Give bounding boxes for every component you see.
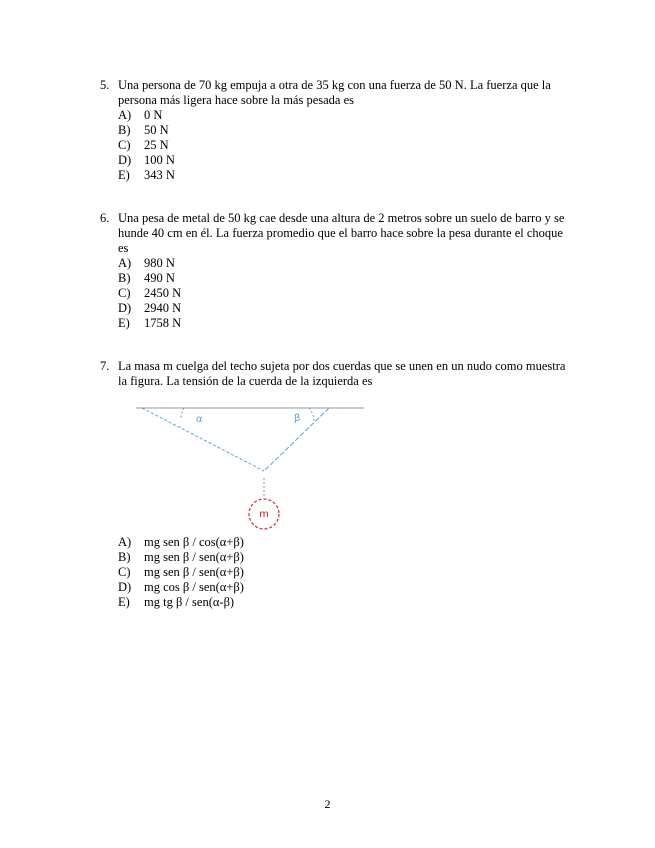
option-letter: A) — [118, 256, 132, 270]
option-d — [118, 301, 570, 316]
question-6 — [100, 211, 570, 331]
option-text: 343 N — [144, 168, 175, 182]
option-a — [118, 256, 570, 271]
option-letter: C) — [118, 565, 131, 579]
option-letter: C) — [118, 286, 131, 300]
option-text: 0 N — [144, 108, 163, 122]
option-text: mg sen β / sen(α+β) — [144, 550, 244, 564]
option-text: 2450 N — [144, 286, 182, 300]
option-text: 490 N — [144, 271, 175, 285]
option-text: 50 N — [144, 123, 169, 137]
option-text: 100 N — [144, 153, 175, 167]
option-letter: D) — [118, 301, 132, 315]
option-text: mg tg β / sen(α-β) — [144, 595, 235, 609]
option-letter: B) — [118, 123, 131, 137]
option-letter: C) — [118, 138, 131, 152]
question-number: 5. — [100, 78, 110, 92]
alpha-label: α — [196, 414, 203, 425]
option-e — [118, 168, 570, 183]
option-e — [118, 316, 570, 331]
page-number: 2 — [324, 797, 331, 811]
option-text: 980 N — [144, 256, 175, 270]
option-d — [118, 153, 570, 168]
option-b — [118, 123, 570, 138]
question-7 — [100, 359, 570, 389]
option-letter: D) — [118, 580, 132, 594]
option-d — [118, 580, 244, 595]
option-text: mg sen β / sen(α+β) — [144, 565, 244, 579]
option-b — [118, 271, 570, 286]
option-text: 25 N — [144, 138, 169, 152]
beta-label: β — [294, 413, 301, 424]
option-letter: B) — [118, 550, 131, 564]
option-a — [118, 535, 244, 550]
question-text: Una pesa de metal de 50 kg cae desde una altura de 2 metros sobre un suelo de barro y se hunde 40 cm en él. La fuerza promedio que el barro hace sobre la pesa durante el choque es — [118, 211, 565, 255]
option-letter: D) — [118, 153, 132, 167]
question-text: Una persona de 70 kg empuja a otra de 35 kg con una fuerza de 50 N. La fuerza que la persona más ligera hace sobre la más pesada es — [118, 78, 551, 107]
question-5 — [100, 78, 570, 183]
option-letter: A) — [118, 108, 132, 122]
option-text: 1758 N — [144, 316, 182, 330]
hanging-mass-figure — [136, 400, 376, 535]
option-a — [118, 108, 570, 123]
option-letter: A) — [118, 535, 132, 549]
option-c — [118, 565, 244, 580]
left-rope — [142, 408, 264, 471]
options-list — [118, 108, 570, 183]
option-letter: E) — [118, 168, 130, 182]
option-c — [118, 138, 570, 153]
option-b — [118, 550, 244, 565]
question-number: 7. — [100, 359, 110, 373]
question-text: La masa m cuelga del techo sujeta por dos cuerdas que se unen en un nudo como muestra la figura. La tensión de la cuerda de la izquierda es — [118, 359, 566, 388]
option-text: mg sen β / cos(α+β) — [144, 535, 244, 549]
mass-label: m — [259, 509, 269, 520]
option-letter: B) — [118, 271, 131, 285]
options-list — [118, 256, 570, 331]
option-letter: E) — [118, 595, 130, 609]
question-number: 6. — [100, 211, 110, 225]
question-7-options — [118, 535, 244, 610]
beta-arc — [309, 408, 314, 422]
option-c — [118, 286, 570, 301]
option-text: mg cos β / sen(α+β) — [144, 580, 244, 594]
option-letter: E) — [118, 316, 130, 330]
alpha-arc — [181, 408, 184, 419]
option-text: 2940 N — [144, 301, 182, 315]
option-e — [118, 595, 244, 610]
